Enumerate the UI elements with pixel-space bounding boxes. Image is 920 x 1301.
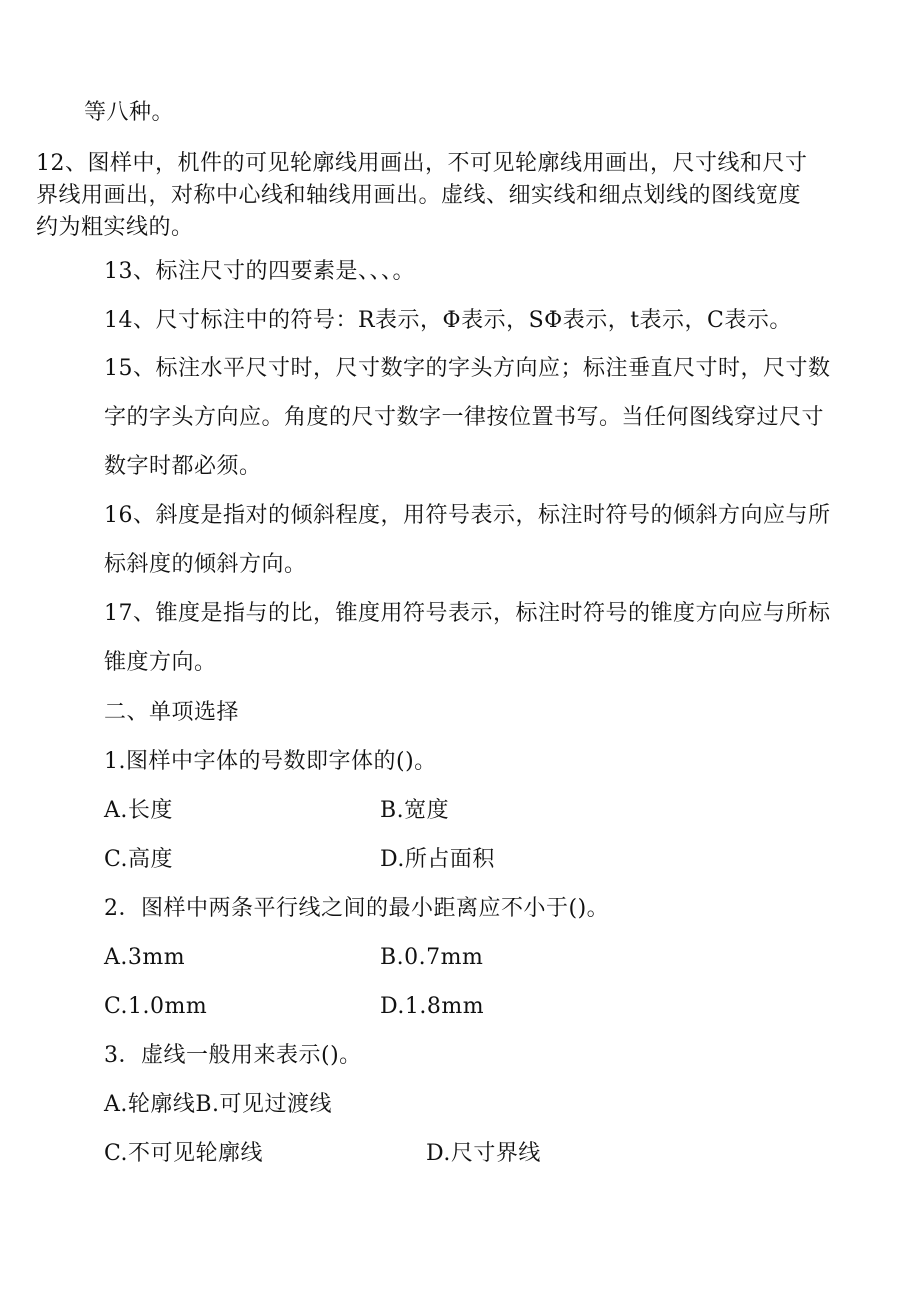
question-12-line-2: 界线用画出，对称中心线和轴线用画出。虚线、细实线和细点划线的图线宽度 (36, 183, 802, 208)
question-15-line-1: 15、标注水平尺寸时，尺寸数字的字头方向应；标注垂直尺寸时，尺寸数 (104, 356, 831, 381)
question-12-line-3: 约为粗实线的。 (36, 215, 194, 240)
choice-question-2-option: C.1.0mm (104, 994, 208, 1019)
question-14: 14、尺寸标注中的符号：R表示，Φ表示，SΦ表示，t表示，C表示。 (104, 308, 792, 333)
choice-question-3-stem: 3．虚线一般用来表示()。 (104, 1043, 362, 1068)
choice-question-2-option: D.1.8mm (380, 994, 485, 1019)
choice-question-2-option: A.3mm (104, 945, 186, 970)
section-heading: 二、单项选择 (104, 700, 240, 725)
question-15-line-3: 数字时都必须。 (104, 454, 262, 479)
choice-question-2-option: B.0.7mm (380, 945, 484, 970)
choice-question-1-option: D.所占面积 (380, 847, 495, 872)
question-17-line-2: 锥度方向。 (104, 650, 217, 675)
question-12-line-1: 12、图样中，机件的可见轮廓线用画出，不可见轮廓线用画出，尺寸线和尺寸 (36, 151, 808, 176)
choice-question-2-stem: 2．图样中两条平行线之间的最小距离应不小于()。 (104, 896, 610, 921)
choice-question-3-option: A.轮廓线B.可见过渡线 (104, 1092, 333, 1117)
choice-question-1-option: C.高度 (104, 847, 174, 872)
choice-question-1-option: A.长度 (104, 798, 173, 823)
question-15-line-2: 字的字头方向应。角度的尺寸数字一律按位置书写。当任何图线穿过尺寸 (104, 405, 825, 430)
choice-question-1-stem: 1.图样中字体的号数即字体的()。 (104, 749, 437, 774)
choice-question-1-option: B.宽度 (380, 798, 450, 823)
question-17-line-1: 17、锥度是指与的比，锥度用符号表示，标注时符号的锥度方向应与所标 (104, 601, 831, 626)
question-13: 13、标注尺寸的四要素是、、、。 (104, 259, 415, 284)
question-16-line-1: 16、斜度是指对的倾斜程度，用符号表示，标注时符号的倾斜方向应与所 (104, 503, 831, 528)
question-16-line-2: 标斜度的倾斜方向。 (104, 552, 307, 577)
choice-question-3-option: D.尺寸界线 (426, 1141, 541, 1166)
choice-question-3-option: C.不可见轮廓线 (104, 1141, 264, 1166)
continuation-line: 等八种。 (84, 100, 175, 125)
